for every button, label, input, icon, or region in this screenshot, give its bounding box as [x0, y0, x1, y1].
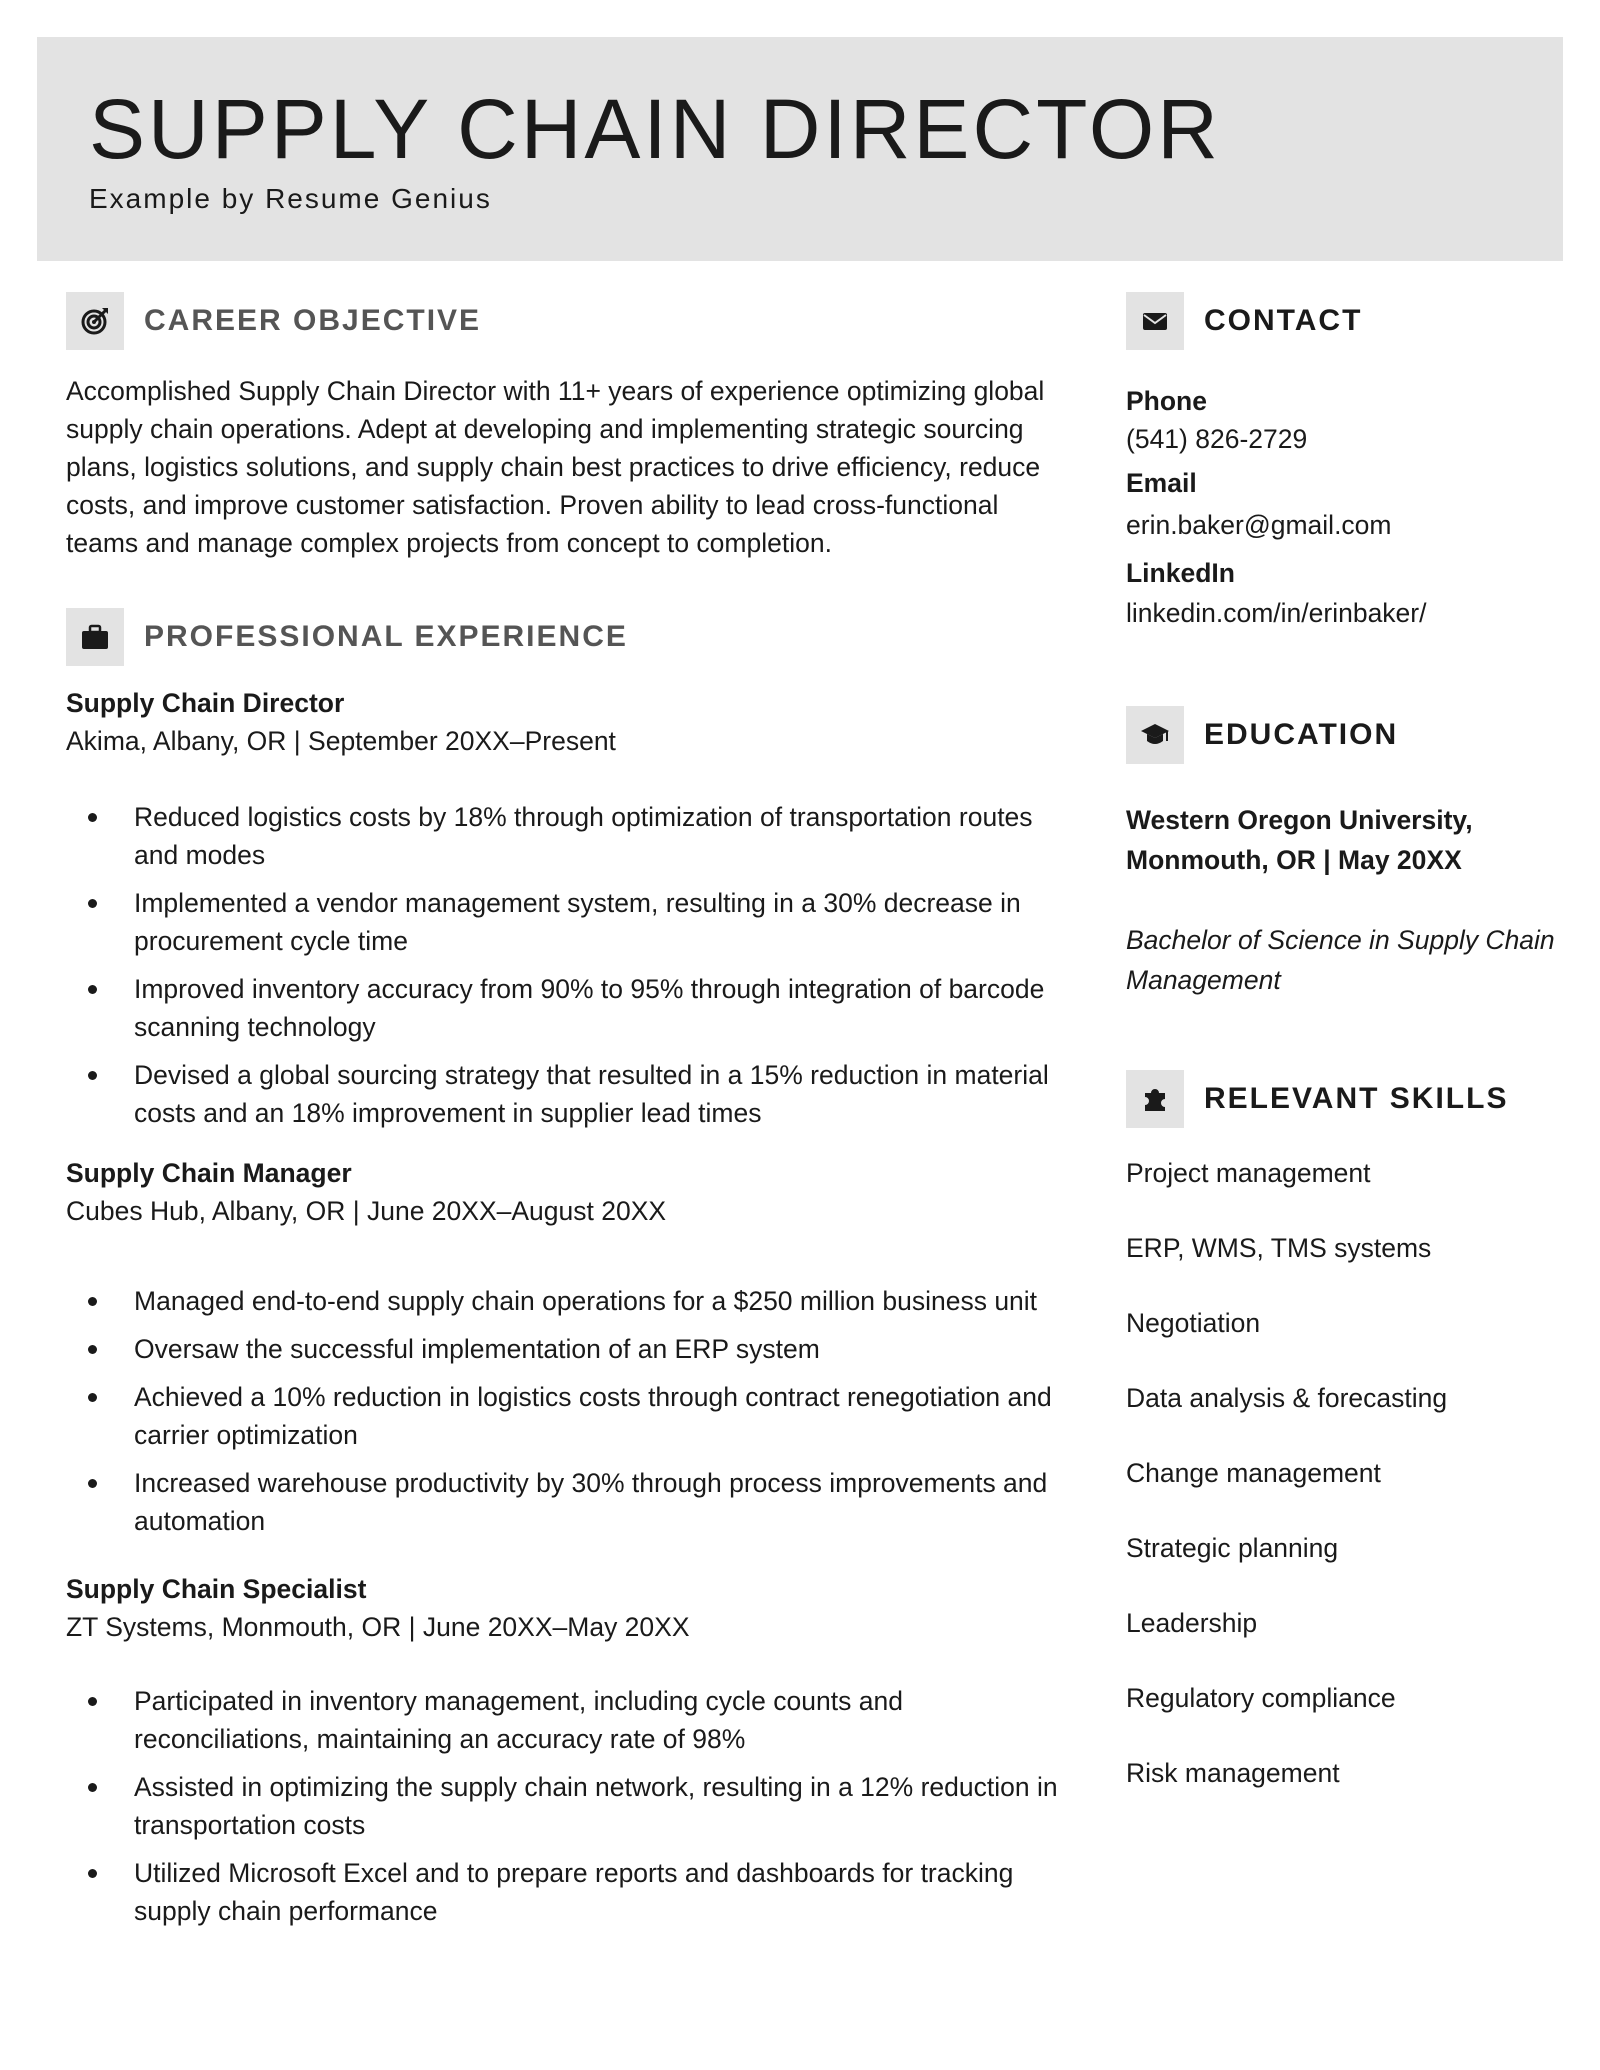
list-item: Participated in inventory management, including cycle counts and reconciliations, maintaining an accuracy rate of 98% — [66, 1682, 1076, 1758]
sidebar-column — [1126, 292, 1566, 1829]
contact-heading — [1126, 292, 1566, 350]
linkedin-label: LinkedIn — [1126, 558, 1235, 588]
objective-heading — [66, 292, 1076, 350]
list-item: Negotiation — [1126, 1308, 1261, 1338]
job-meta: Akima, Albany, OR | September 20XX–Present — [66, 726, 616, 756]
job-bullets — [66, 1682, 1076, 1930]
education-entry — [1126, 800, 1566, 1000]
list-item: Devised a global sourcing strategy that resulted in a 15% reduction in material costs and an 18% improvement in supplier lead times — [66, 1056, 1076, 1132]
list-item: Increased warehouse productivity by 30% through process improvements and automation — [66, 1464, 1076, 1540]
list-item: Strategic planning — [1126, 1533, 1339, 1563]
target-icon — [66, 292, 124, 350]
list-item: Change management — [1126, 1458, 1381, 1488]
phone-value: (541) 826-2729 — [1126, 424, 1308, 454]
list-item: Oversaw the successful implementation of an ERP system — [66, 1330, 1076, 1368]
education-heading — [1126, 706, 1566, 764]
job-meta: ZT Systems, Monmouth, OR | June 20XX–May 20XX — [66, 1612, 690, 1642]
linkedin-value: linkedin.com/in/erinbaker/ — [1126, 598, 1427, 628]
main-column — [66, 292, 1076, 1940]
skills-list — [1126, 1154, 1566, 1792]
graduation-cap-icon — [1126, 706, 1184, 764]
list-item: Implemented a vendor management system, resulting in a 30% decrease in procurement cycle time — [66, 884, 1076, 960]
experience-title: PROFESSIONAL EXPERIENCE — [144, 620, 628, 653]
phone-label: Phone — [1126, 386, 1207, 416]
resume-title: SUPPLY CHAIN DIRECTOR — [89, 82, 1221, 176]
job-entry — [66, 684, 1076, 1132]
list-item: Project management — [1126, 1158, 1371, 1188]
list-item: Managed end-to-end supply chain operations for a $250 million business unit — [66, 1282, 1076, 1320]
email-value: erin.baker@gmail.com — [1126, 510, 1392, 540]
experience-heading — [66, 608, 1076, 666]
list-item: Risk management — [1126, 1758, 1340, 1788]
job-entry — [66, 1154, 1076, 1540]
list-item: Improved inventory accuracy from 90% to 95% through integration of barcode scanning technology — [66, 970, 1076, 1046]
briefcase-icon — [66, 608, 124, 666]
resume-subtitle: Example by Resume Genius — [89, 183, 492, 214]
list-item: Utilized Microsoft Excel and to prepare reports and dashboards for tracking supply chain performance — [66, 1854, 1076, 1930]
envelope-icon — [1126, 292, 1184, 350]
list-item: ERP, WMS, TMS systems — [1126, 1233, 1432, 1263]
job-bullets — [66, 798, 1076, 1132]
list-item: Achieved a 10% reduction in logistics costs through contract renegotiation and carrier optimization — [66, 1378, 1076, 1454]
puzzle-icon — [1126, 1070, 1184, 1128]
email-label: Email — [1126, 468, 1197, 498]
resume-header — [37, 37, 1563, 261]
job-title: Supply Chain Specialist — [66, 1574, 367, 1604]
education-title: EDUCATION — [1204, 718, 1399, 751]
job-entry — [66, 1570, 1076, 1930]
contact-details — [1126, 382, 1566, 632]
school-location-date: Monmouth, OR | May 20XX — [1126, 845, 1462, 875]
list-item: Reduced logistics costs by 18% through optimization of transportation routes and modes — [66, 798, 1076, 874]
list-item: Regulatory compliance — [1126, 1683, 1396, 1713]
job-bullets — [66, 1282, 1076, 1540]
job-meta: Cubes Hub, Albany, OR | June 20XX–August 20XX — [66, 1196, 667, 1226]
list-item: Data analysis & forecasting — [1126, 1383, 1448, 1413]
objective-text: Accomplished Supply Chain Director with 11+ years of experience optimizing global supply chain operations. Adept at developing and implementing strategic sourcing plans, logistics solutions, and supply chain best practices to drive efficiency, reduce costs, and improve customer satisfaction. Proven ability to lead cross-functional teams and manage complex projects from concept to completion. — [66, 376, 1045, 558]
list-item: Assisted in optimizing the supply chain network, resulting in a 12% reduction in transportation costs — [66, 1768, 1076, 1844]
job-title: Supply Chain Director — [66, 688, 345, 718]
skills-title: RELEVANT SKILLS — [1204, 1082, 1509, 1115]
contact-title: CONTACT — [1204, 304, 1363, 337]
list-item: Leadership — [1126, 1608, 1258, 1638]
objective-title: CAREER OBJECTIVE — [144, 304, 482, 337]
job-title: Supply Chain Manager — [66, 1158, 352, 1188]
skills-heading — [1126, 1070, 1566, 1128]
school-name: Western Oregon University, — [1126, 805, 1473, 835]
degree: Bachelor of Science in Supply Chain Management — [1126, 925, 1555, 995]
